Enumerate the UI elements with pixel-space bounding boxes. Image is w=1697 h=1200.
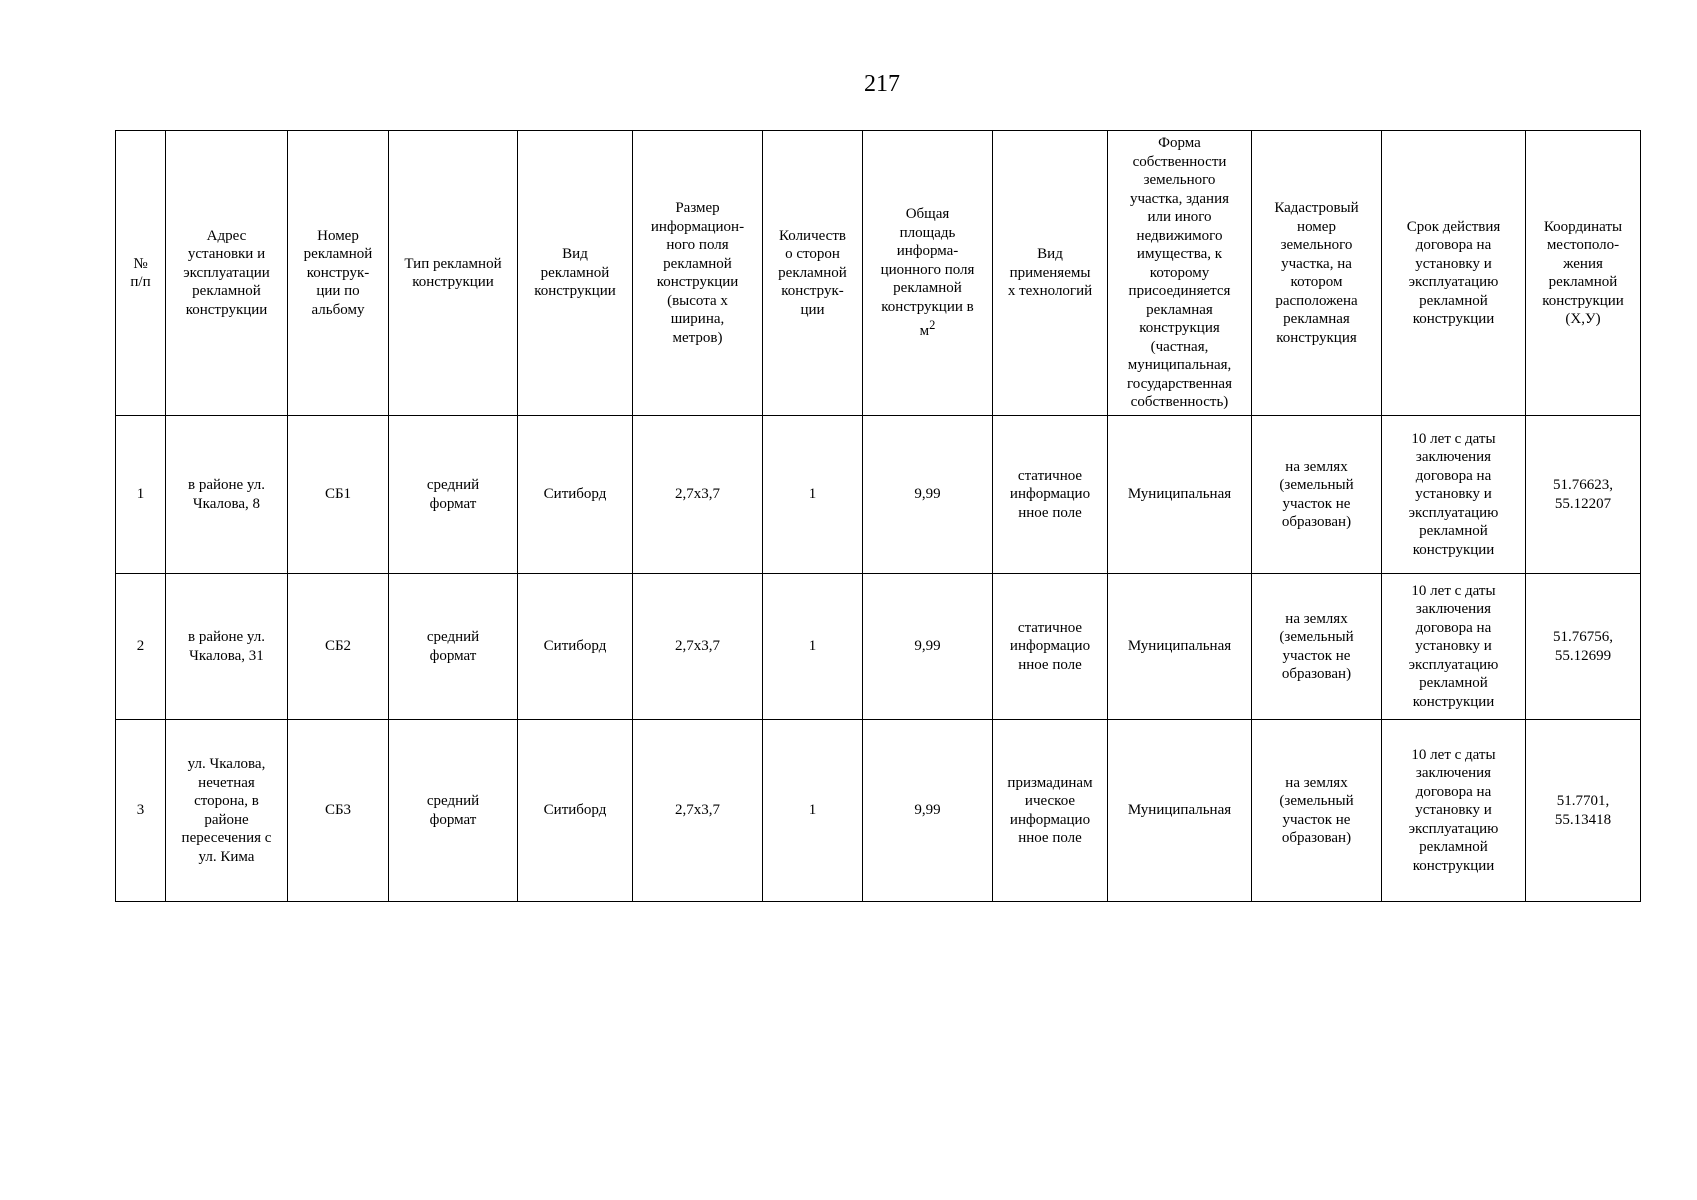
- cell-contract-term: 10 лет с даты заключения договора на установку и эксплуатацию рекламной конструкции: [1382, 720, 1526, 902]
- cell-field-size: 2,7х3,7: [633, 720, 763, 902]
- header-album-number: Номер рекламной конструк- ции по альбому: [288, 131, 389, 416]
- cell-album-number: СБ3: [288, 720, 389, 902]
- cell-contract-term: 10 лет с даты заключения договора на установку и эксплуатацию рекламной конструкции: [1382, 574, 1526, 720]
- advertising-structures-table: [115, 130, 1641, 902]
- cell-technology: статичное информацио нное поле: [993, 416, 1108, 574]
- cell-ownership: Муниципальная: [1108, 720, 1252, 902]
- cell-cadastral-number: на землях (земельный участок не образован): [1252, 416, 1382, 574]
- header-structure-kind: Вид рекламной конструкции: [518, 131, 633, 416]
- cell-coordinates: 51.76623, 55.12207: [1526, 416, 1641, 574]
- header-ownership: Форма собственности земельного участка, здания или иного недвижимого имущества, к которому присоединяется рекламная конструкция (частная, муниципальная, государственная собственность): [1108, 131, 1252, 416]
- cell-field-size: 2,7х3,7: [633, 574, 763, 720]
- cell-contract-term: 10 лет с даты заключения договора на установку и эксплуатацию рекламной конструкции: [1382, 416, 1526, 574]
- cell-structure-kind: Ситиборд: [518, 416, 633, 574]
- header-total-area-text: Общая площадь информа- ционного поля рекламной конструкции в м: [880, 206, 975, 340]
- cell-technology: призмадинам ическое информацио нное поле: [993, 720, 1108, 902]
- header-structure-type: Тип рекламной конструкции: [389, 131, 518, 416]
- cell-number: 3: [116, 720, 166, 902]
- cell-ownership: Муниципальная: [1108, 574, 1252, 720]
- header-number: № п/п: [116, 131, 166, 416]
- cell-technology: статичное информацио нное поле: [993, 574, 1108, 720]
- cell-coordinates: 51.7701, 55.13418: [1526, 720, 1641, 902]
- table-row: [116, 416, 1641, 574]
- cell-address: в районе ул. Чкалова, 8: [166, 416, 288, 574]
- cell-structure-type: средний формат: [389, 720, 518, 902]
- cell-total-area: 9,99: [863, 574, 993, 720]
- cell-album-number: СБ1: [288, 416, 389, 574]
- page-number: 217: [864, 71, 900, 97]
- cell-cadastral-number: на землях (земельный участок не образован): [1252, 720, 1382, 902]
- cell-structure-kind: Ситиборд: [518, 574, 633, 720]
- header-contract-term: Срок действия договора на установку и эксплуатацию рекламной конструкции: [1382, 131, 1526, 416]
- cell-sides-count: 1: [763, 416, 863, 574]
- header-field-size: Размер информацион- ного поля рекламной конструкции (высота х ширина, метров): [633, 131, 763, 416]
- header-total-area: [863, 131, 993, 416]
- cell-field-size: 2,7х3,7: [633, 416, 763, 574]
- cell-structure-kind: Ситиборд: [518, 720, 633, 902]
- cell-sides-count: 1: [763, 574, 863, 720]
- cell-cadastral-number: на землях (земельный участок не образован): [1252, 574, 1382, 720]
- cell-total-area: 9,99: [863, 416, 993, 574]
- header-cadastral-number: Кадастровый номер земельного участка, на котором расположена рекламная конструкция: [1252, 131, 1382, 416]
- cell-structure-type: средний формат: [389, 574, 518, 720]
- header-address: Адрес установки и эксплуатации рекламной конструкции: [166, 131, 288, 416]
- header-sides-count: Количеств о сторон рекламной конструк- ции: [763, 131, 863, 416]
- cell-ownership: Муниципальная: [1108, 416, 1252, 574]
- cell-total-area: 9,99: [863, 720, 993, 902]
- cell-address: ул. Чкалова, нечетная сторона, в районе пересечения с ул. Кима: [166, 720, 288, 902]
- cell-number: 2: [116, 574, 166, 720]
- header-coordinates: Координаты местополо- жения рекламной конструкции (Х,У): [1526, 131, 1641, 416]
- cell-structure-type: средний формат: [389, 416, 518, 574]
- cell-coordinates: 51.76756, 55.12699: [1526, 574, 1641, 720]
- cell-address: в районе ул. Чкалова, 31: [166, 574, 288, 720]
- table-row: [116, 720, 1641, 902]
- table-header-row: [116, 131, 1641, 416]
- cell-album-number: СБ2: [288, 574, 389, 720]
- cell-sides-count: 1: [763, 720, 863, 902]
- header-area-superscript: 2: [929, 318, 936, 333]
- cell-number: 1: [116, 416, 166, 574]
- table-row: [116, 574, 1641, 720]
- header-technology: Вид применяемы х технологий: [993, 131, 1108, 416]
